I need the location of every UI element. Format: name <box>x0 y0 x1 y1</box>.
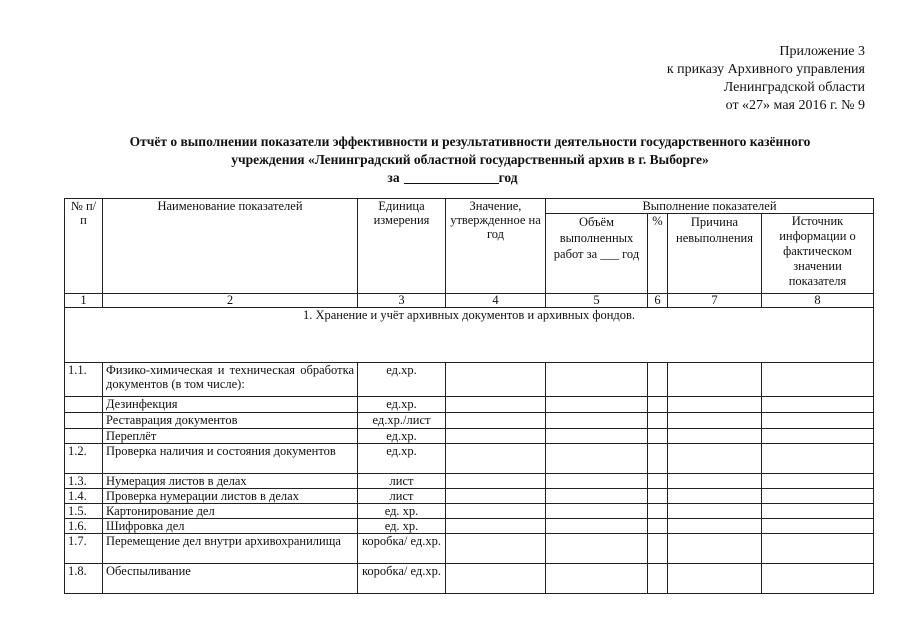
row-num: 1.5. <box>65 504 103 519</box>
row-num: 1.3. <box>65 474 103 489</box>
row-unit: коробка/ ед.хр. <box>358 564 446 594</box>
row-percent <box>648 397 668 413</box>
row-source <box>762 444 874 474</box>
column-number: 6 <box>648 294 668 308</box>
column-number: 1 <box>65 294 103 308</box>
row-num: 1.6. <box>65 519 103 534</box>
column-number: 4 <box>446 294 546 308</box>
header-group: Выполнение показателей <box>546 199 874 214</box>
column-number: 3 <box>358 294 446 308</box>
header-percent: % <box>648 214 668 294</box>
row-reason <box>668 489 762 504</box>
row-source <box>762 397 874 413</box>
row-percent <box>648 429 668 444</box>
row-percent <box>648 413 668 429</box>
row-unit: лист <box>358 489 446 504</box>
row-reason <box>668 519 762 534</box>
row-value <box>446 564 546 594</box>
table-row <box>65 489 874 504</box>
row-unit: ед.хр. <box>358 363 446 397</box>
row-num: 1.8. <box>65 564 103 594</box>
column-number: 8 <box>762 294 874 308</box>
row-percent <box>648 564 668 594</box>
row-reason <box>668 504 762 519</box>
row-num <box>65 429 103 444</box>
row-percent <box>648 519 668 534</box>
row-value <box>446 413 546 429</box>
period-blank <box>404 171 499 184</box>
table-row <box>65 564 874 594</box>
table-row <box>65 413 874 429</box>
header-name: Наименование показателей <box>103 199 358 294</box>
row-volume <box>546 397 648 413</box>
row-percent <box>648 474 668 489</box>
row-num: 1.1. <box>65 363 103 397</box>
table-row <box>65 444 874 474</box>
row-percent <box>648 504 668 519</box>
header-unit: Единица измерения <box>358 199 446 294</box>
row-percent <box>648 489 668 504</box>
row-percent <box>648 534 668 564</box>
row-unit: лист <box>358 474 446 489</box>
row-value <box>446 489 546 504</box>
row-name: Картонирование дел <box>103 504 358 519</box>
row-num <box>65 397 103 413</box>
row-volume <box>546 444 648 474</box>
row-source <box>762 363 874 397</box>
row-unit: ед.хр./лист <box>358 413 446 429</box>
table-row <box>65 474 874 489</box>
report-title <box>70 133 870 169</box>
report-title-line: учреждения «Ленинградский областной государственный архив в г. Выборге» <box>231 152 709 167</box>
row-volume <box>546 363 648 397</box>
row-unit: коробка/ ед.хр. <box>358 534 446 564</box>
appendix-line: от «27» мая 2016 г. № 9 <box>725 98 865 113</box>
header-reason: Причина невыполнения <box>668 214 762 294</box>
row-name: Проверка наличия и состояния документов <box>103 444 358 474</box>
column-numbers-row <box>65 294 874 308</box>
row-source <box>762 519 874 534</box>
column-number: 7 <box>668 294 762 308</box>
row-reason <box>668 429 762 444</box>
section-title: 1. Хранение и учёт архивных документов и архивных фондов. <box>65 308 874 363</box>
row-reason <box>668 363 762 397</box>
row-reason <box>668 444 762 474</box>
row-unit: ед.хр. <box>358 397 446 413</box>
row-reason <box>668 564 762 594</box>
appendix-line: Приложение 3 <box>779 44 865 59</box>
row-volume <box>546 504 648 519</box>
row-reason <box>668 474 762 489</box>
row-name: Проверка нумерации листов в делах <box>103 489 358 504</box>
row-volume <box>546 534 648 564</box>
row-num: 1.4. <box>65 489 103 504</box>
header-volume: Объём выполненных работ за ___ год <box>546 214 648 294</box>
row-value <box>446 534 546 564</box>
row-source <box>762 564 874 594</box>
table-row <box>65 534 874 564</box>
table-row <box>65 397 874 413</box>
row-value <box>446 363 546 397</box>
row-value <box>446 519 546 534</box>
table-row <box>65 504 874 519</box>
row-name: Перемещение дел внутри архивохранилища <box>103 534 358 564</box>
row-volume <box>546 564 648 594</box>
row-unit: ед. хр. <box>358 504 446 519</box>
report-period <box>0 170 905 186</box>
table-row <box>65 519 874 534</box>
row-reason <box>668 413 762 429</box>
row-value <box>446 444 546 474</box>
row-source <box>762 504 874 519</box>
row-volume <box>546 489 648 504</box>
row-value <box>446 474 546 489</box>
row-name: Реставрация документов <box>103 413 358 429</box>
section-row <box>65 308 874 363</box>
row-name: Нумерация листов в делах <box>103 474 358 489</box>
table-row <box>65 363 874 397</box>
row-source <box>762 429 874 444</box>
row-unit: ед.хр. <box>358 444 446 474</box>
row-source <box>762 413 874 429</box>
row-name: Обеспыливание <box>103 564 358 594</box>
row-num: 1.7. <box>65 534 103 564</box>
row-value <box>446 397 546 413</box>
row-name: Физико-химическая и техническая обработка документов (в том числе): <box>103 363 358 397</box>
row-reason <box>668 534 762 564</box>
row-num <box>65 413 103 429</box>
row-volume <box>546 429 648 444</box>
row-unit: ед.хр. <box>358 429 446 444</box>
report-title-line: Отчёт о выполнении показатели эффективности и результативности деятельности государственного казённого <box>129 134 811 149</box>
period-suffix: год <box>498 170 518 185</box>
row-num: 1.2. <box>65 444 103 474</box>
row-source <box>762 474 874 489</box>
report-table <box>64 198 874 594</box>
row-unit: ед. хр. <box>358 519 446 534</box>
appendix-line: Ленинградской области <box>723 80 865 95</box>
period-prefix: за <box>387 170 400 185</box>
row-volume <box>546 413 648 429</box>
row-value <box>446 504 546 519</box>
row-reason <box>668 397 762 413</box>
row-percent <box>648 444 668 474</box>
column-number: 5 <box>546 294 648 308</box>
row-name: Переплёт <box>103 429 358 444</box>
row-volume <box>546 519 648 534</box>
row-name: Дезинфекция <box>103 397 358 413</box>
appendix-line: к приказу Архивного управления <box>666 62 865 77</box>
row-volume <box>546 474 648 489</box>
row-name: Шифровка дел <box>103 519 358 534</box>
row-percent <box>648 363 668 397</box>
appendix-block <box>667 43 865 115</box>
table-row <box>65 429 874 444</box>
header-source: Источник информации о фактическом значении показателя <box>762 214 874 294</box>
header-value: Значение, утвержденное на год <box>446 199 546 294</box>
row-source <box>762 534 874 564</box>
row-value <box>446 429 546 444</box>
column-number: 2 <box>103 294 358 308</box>
header-num: № п/п <box>65 199 103 294</box>
row-source <box>762 489 874 504</box>
